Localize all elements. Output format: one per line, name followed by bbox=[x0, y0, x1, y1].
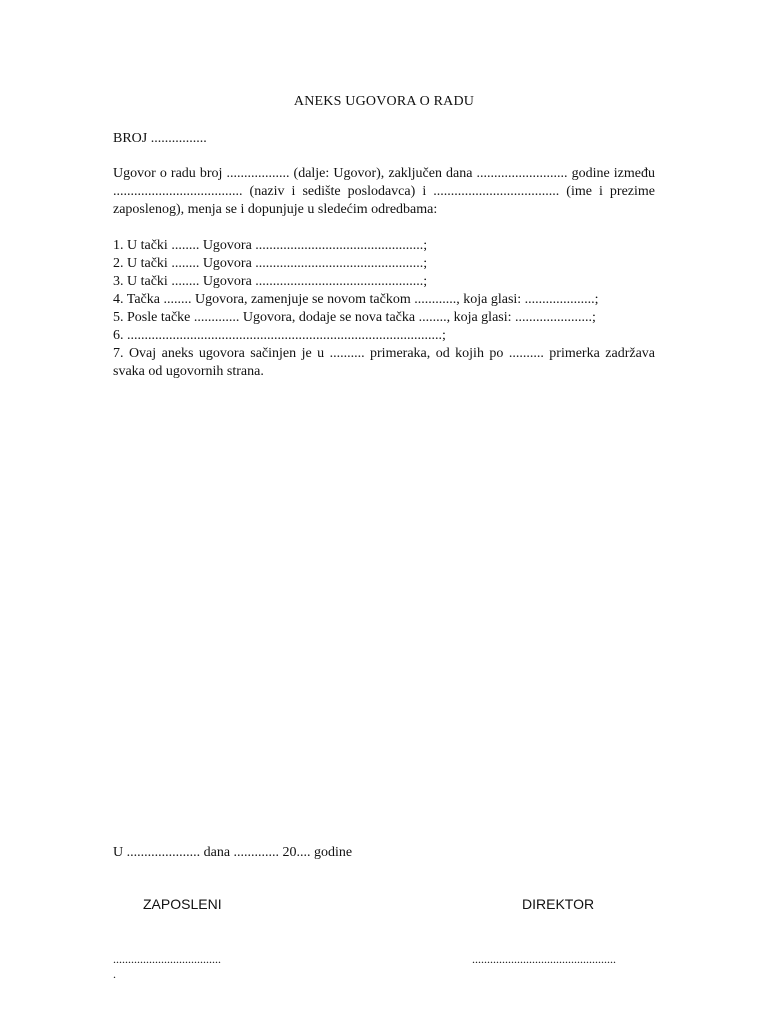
contract-number-line: BROJ ................ bbox=[113, 131, 207, 146]
document-title: ANEKS UGOVORA O RADU bbox=[293, 94, 475, 109]
employee-signature-line: .................................... . bbox=[113, 952, 221, 981]
list-item: 3. U tački ........ Ugovora ................................................; bbox=[113, 274, 428, 289]
employee-label: ZAPOSLENI bbox=[143, 896, 222, 912]
place-date-line: U ..................... dana ............. 20.... godine bbox=[113, 845, 353, 860]
list-item: 7. Ovaj aneks ugovora sačinjen je u .......... primeraka, od kojih po .......... primerka zadržava svaka od ugovornih strana. bbox=[113, 346, 655, 379]
list-item: 2. U tački ........ Ugovora ................................................; bbox=[113, 256, 428, 271]
intro-paragraph: Ugovor o radu broj .................. (dalje: Ugovor), zaključen dana .......................... godine između ..................................... (naziv i sedište poslodavca) i .................................... (ime i prezime zaposlenog), menja se i dopunjuje u sledećim odredbama: bbox=[113, 166, 655, 217]
director-signature-line: ................................................ bbox=[472, 952, 616, 966]
director-label: DIREKTOR bbox=[522, 896, 595, 912]
list-item: 6. ..........................................................................................; bbox=[113, 328, 446, 343]
list-item: 4. Tačka ........ Ugovora, zamenjuje se novom tačkom ............, koja glasi: ....................; bbox=[113, 292, 599, 307]
list-item: 1. U tački ........ Ugovora ................................................; bbox=[113, 238, 428, 253]
list-item: 5. Posle tačke ............. Ugovora, dodaje se nova tačka ........, koja glasi: ......................; bbox=[113, 310, 596, 325]
